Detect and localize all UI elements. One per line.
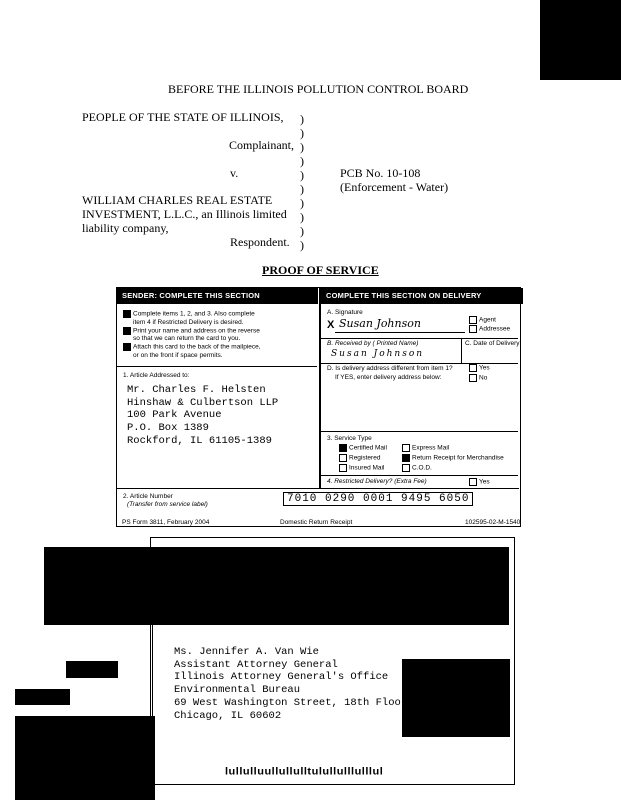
return-receipt-card [116, 287, 521, 527]
recipient-line: Illinois Attorney General's Office [174, 671, 389, 684]
redaction-block [66, 661, 118, 678]
registered-label: Registered [349, 454, 381, 462]
instruction-line: Complete items 1, 2, and 3. Also complete [133, 310, 255, 318]
express-mail-option [402, 444, 449, 453]
bullet-icon [123, 343, 131, 351]
redaction-block [15, 689, 70, 705]
divider [461, 338, 462, 364]
checkbox-icon [469, 478, 477, 486]
form-code-label: 102595-02-M-1540 [465, 519, 521, 526]
addressee-label: Addressee [479, 325, 511, 333]
signature-label: A. Signature [327, 309, 363, 316]
paren: ) [300, 168, 304, 182]
addressee-line: Rockford, IL 61105-1389 [127, 434, 272, 447]
recipient-line: Chicago, IL 60602 [174, 709, 282, 722]
instruction-line: item 4 if Restricted Delivery is desired. [133, 318, 244, 326]
checked-box-icon [402, 454, 410, 462]
signature: Susan Johnson [339, 317, 421, 330]
if-yes-label: If YES, enter delivery address below: [335, 374, 442, 381]
recipient-line: Ms. Jennifer A. Van Wie [174, 646, 319, 658]
recipient-line: 69 West Washington Street, 18th Floor [174, 696, 408, 709]
agent-label: Agent [479, 316, 496, 324]
redaction-block [44, 547, 509, 625]
versus-label: v. [230, 166, 239, 180]
defendant-line-3: liability company, [82, 221, 169, 235]
divider [117, 488, 519, 489]
checkbox-icon [402, 464, 410, 472]
checkbox-icon [339, 464, 347, 472]
paren: ) [300, 224, 304, 238]
case-type: (Enforcement - Water) [340, 180, 449, 194]
defendant-line-1: WILLIAM CHARLES REAL ESTATE [82, 193, 273, 207]
restricted-yes-option [469, 478, 490, 487]
sender-section-header: SENDER: COMPLETE THIS SECTION [117, 288, 318, 304]
complainant-label: Complainant, [229, 138, 294, 152]
checkbox-icon [339, 454, 347, 462]
service-type-label: 3. Service Type [327, 435, 372, 442]
addressee-line: Hinshaw & Culbertson LLP [127, 396, 279, 409]
paren: ) [300, 196, 304, 210]
checkbox-icon [469, 325, 477, 333]
recipient-line: Assistant Attorney General [174, 658, 338, 671]
certified-mail-option [339, 444, 387, 453]
addressee-line: P.O. Box 1389 [127, 422, 209, 435]
cod-option [402, 464, 432, 473]
checked-box-icon [339, 444, 347, 452]
divider [117, 366, 317, 367]
signature-line [335, 332, 465, 333]
restricted-delivery-label: 4. Restricted Delivery? (Extra Fee) [327, 478, 427, 485]
recipient-line: Environmental Bureau [174, 684, 301, 697]
return-receipt-option [402, 454, 504, 463]
instructions [123, 310, 261, 360]
bullet-icon [123, 327, 131, 335]
return-receipt-label: Return Receipt for Merchandise [412, 454, 504, 462]
instruction-line: so that we can return the card to you. [133, 335, 241, 343]
document-title: PROOF OF SERVICE [262, 263, 379, 277]
paren: ) [300, 238, 304, 252]
ps-form-label: PS Form 3811, February 2004 [122, 519, 210, 526]
redaction-block [402, 659, 510, 737]
paren: ) [300, 126, 304, 140]
addressee-option [469, 325, 510, 334]
article-addressed-label: 1. Article Addressed to: [123, 372, 190, 379]
bullet-icon [123, 310, 131, 318]
divider [321, 475, 518, 476]
addressee-block [127, 384, 278, 448]
agent-option [469, 316, 496, 325]
transfer-label: (Transfer from service label) [127, 501, 208, 508]
addressee-line: 100 Park Avenue [127, 409, 222, 422]
board-title: BEFORE THE ILLINOIS POLLUTION CONTROL BOARD [168, 82, 469, 96]
article-number: 7010 0290 0001 9495 6050 [283, 492, 473, 506]
defendant-line-2: INVESTMENT, L.L.C., an Illinois limited [82, 207, 287, 221]
yes-label: Yes [479, 364, 490, 372]
signature-x: X [327, 319, 335, 331]
checkbox-icon [469, 364, 477, 372]
divider [321, 338, 518, 339]
paren: ) [300, 210, 304, 224]
article-number-label: 2. Article Number [123, 493, 173, 500]
restricted-yes-label: Yes [479, 478, 490, 486]
cod-label: C.O.D. [412, 464, 432, 472]
addressee-line: Mr. Charles F. Helsten [127, 384, 266, 396]
domestic-return-label: Domestic Return Receipt [280, 519, 353, 526]
yes-option [469, 364, 490, 373]
redaction-top-right [540, 0, 621, 80]
plaintiff-name: PEOPLE OF THE STATE OF ILLINOIS, [82, 110, 284, 124]
paren: ) [300, 140, 304, 154]
respondent-label: Respondent. [230, 235, 290, 249]
checkbox-icon [469, 374, 477, 382]
divider [321, 431, 518, 432]
recipient-address [174, 646, 407, 722]
instruction-line: or on the front if space permits. [133, 352, 223, 360]
postal-barcode: lullulluullullulltulullulllulllul [225, 766, 384, 778]
checkbox-icon [402, 444, 410, 452]
instruction-line: Print your name and address on the reverse [133, 327, 260, 335]
date-of-delivery-label: C. Date of Delivery [465, 340, 520, 347]
delivery-section-header: COMPLETE THIS SECTION ON DELIVERY [321, 288, 523, 304]
checkbox-icon [469, 316, 477, 324]
insured-mail-label: Insured Mail [349, 464, 385, 472]
express-mail-label: Express Mail [412, 444, 450, 452]
instruction-line: Attach this card to the back of the mailpiece, [133, 344, 261, 352]
no-option [469, 374, 487, 383]
paren: ) [300, 154, 304, 168]
paren: ) [300, 182, 304, 196]
registered-option [339, 454, 380, 463]
received-by-label: B. Received by ( Printed Name) [327, 340, 419, 347]
divider [319, 288, 321, 488]
received-by-name: Susan Johnson [331, 349, 425, 359]
delivery-diff-label: D. Is delivery address different from item 1? [327, 365, 453, 372]
redaction-block [15, 716, 155, 800]
case-number: PCB No. 10-108 [340, 166, 421, 180]
paren: ) [300, 112, 304, 126]
certified-mail-label: Certified Mail [349, 444, 387, 452]
no-label: No [479, 374, 488, 382]
insured-mail-option [339, 464, 384, 473]
